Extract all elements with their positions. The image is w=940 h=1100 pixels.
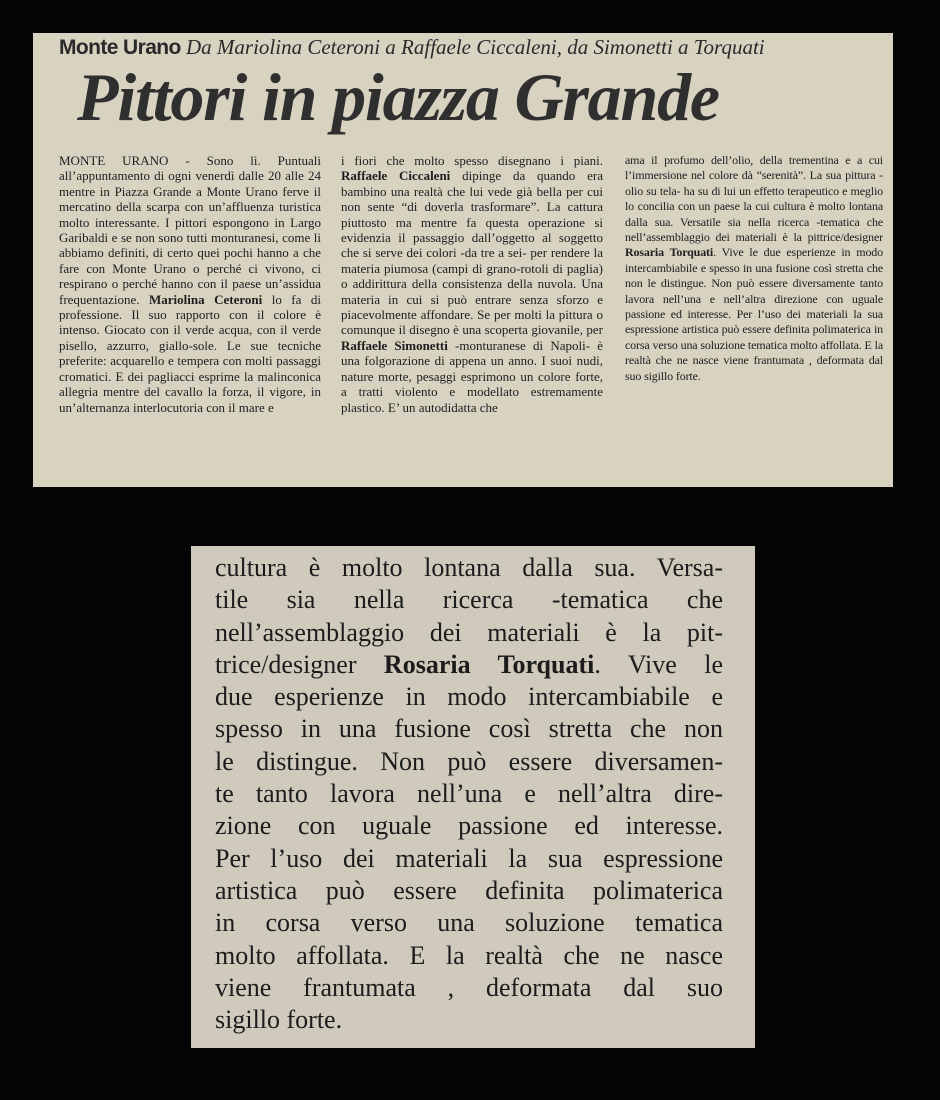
text-run: artistica può essere definita polimaterica xyxy=(215,875,723,905)
excerpt-line xyxy=(215,584,723,616)
text-run: te tanto lavora nell’una e nell’altra dire- xyxy=(215,779,723,809)
text-run: nell’assemblaggio dei materiali è la pit- xyxy=(215,617,723,647)
excerpt-line xyxy=(215,681,723,713)
zoomed-excerpt-text xyxy=(215,552,723,1042)
excerpt-line xyxy=(215,713,723,745)
excerpt-line xyxy=(215,972,723,1004)
text-run: -monturanese di Napoli- è una folgorazione di appena un anno. I suoi nudi, nature morte, pesaggi esprimono un colore forte, a tratti violento e modellato estremamente plastico. E’ un autodidatta che xyxy=(341,337,603,415)
excerpt-line xyxy=(215,649,723,681)
location-label: Monte Urano xyxy=(59,36,181,59)
excerpt-line xyxy=(215,552,723,584)
excerpt-line xyxy=(215,778,723,810)
artist-name: Raffaele Simonetti xyxy=(341,337,448,353)
text-run: viene frantumata , deformata dal suo xyxy=(215,972,723,1002)
artist-name: Mariolina Ceteroni xyxy=(148,291,263,307)
excerpt-line xyxy=(215,843,723,875)
artist-name: Rosaria Torquati xyxy=(383,649,595,679)
kicker-subtitle: Da Mariolina Ceteroni a Raffaele Ciccaleni, da Simonetti a Torquati xyxy=(185,35,765,59)
text-run: . Vive le xyxy=(594,649,723,679)
text-run: sigillo forte. xyxy=(215,1005,343,1035)
excerpt-line xyxy=(215,1004,723,1036)
excerpt-line xyxy=(215,746,723,778)
zoomed-excerpt xyxy=(191,546,755,1048)
excerpt-line xyxy=(215,940,723,972)
text-run: ama il profumo dell’olio, della trementina e a cui l’immersione nel colore dà “serenità”. La sua pittura -olio su tela- ha su di lui un effetto terapeutico e meglio lo concilia con un paese la cui cultura è molto lontana dalla sua. Versatile sia nella ricerca -tematica che nell’assemblaggio dei materiali è la pittrice/designer xyxy=(625,153,883,245)
newspaper-clipping xyxy=(33,33,893,487)
text-run: molto affollata. E la realtà che ne nasce xyxy=(215,940,723,970)
text-column-2 xyxy=(341,153,603,487)
text-run: spesso in una fusione così stretta che non xyxy=(215,714,723,744)
text-run: le distingue. Non può essere diversamen- xyxy=(215,746,723,776)
excerpt-line xyxy=(215,875,723,907)
artist-name: Raffaele Ciccaleni xyxy=(341,168,451,184)
text-run: zione con uguale passione ed interesse. xyxy=(215,811,723,841)
artist-name: Rosaria Torquati xyxy=(625,245,714,260)
text-run: i fiori che molto spesso disegnano i piani. xyxy=(341,153,603,168)
text-run: trice/designer xyxy=(215,649,384,679)
excerpt-line xyxy=(215,810,723,842)
text-column-1 xyxy=(59,153,321,487)
text-run: Per l’uso dei materiali la sua espressione xyxy=(215,843,723,873)
excerpt-line xyxy=(215,617,723,649)
text-run: in corsa verso una soluzione tematica xyxy=(215,908,723,938)
text-run: cultura è molto lontana dalla sua. Versa- xyxy=(215,553,723,582)
text-column-3 xyxy=(625,153,883,487)
article-body xyxy=(59,153,893,487)
text-run: . Vive le due esperienze in modo intercambiabile e spesso in una fusione così stretta che non le distingue. Non può essere diversamente tanto lavora nell’una e nell’altra direzione con uguale passione ed interesse. Per l’uso dei materiali la sua espressione artistica può essere definita polimaterica in corsa verso una soluzione tematica molto affollata. E la realtà che ne nasce viene frantumata , deformata dal suo sigillo forte. xyxy=(625,245,883,383)
article-headline: Pittori in piazza Grande xyxy=(77,59,719,135)
text-run: due esperienze in modo intercambiabile e xyxy=(215,682,723,712)
text-run: lo fa di professione. Il suo rapporto con il colore è intenso. Giocato con il verde acqua, con il verde pisello, azzurro, giallo-sole. Le sue tecniche preferite: acquarello e tempera con molti passaggi cromatici. E dei pagliacci esprime la malinconica allegria mentre del cavallo la forza, il vigore, in un’alternanza interlocutoria con il mare e xyxy=(59,291,321,415)
text-run: MONTE URANO - Sono lì. Puntuali all’appuntamento di ogni venerdì dalle 20 alle 24 mentre in Piazza Grande a Monte Urano ferve il mercatino della scarpa con un’affluenza turistica molto interessante. I pittori espongono in Largo Garibaldi e se non sono tutti monturanesi, come li abbiamo definiti, di certo quei pochi hanno a che fare con Monte Urano o perché ci vivono, ci respirano o perché hanno con il paese un’assidua frequentazione. xyxy=(59,153,321,307)
text-run: tile sia nella ricerca -tematica che xyxy=(215,585,723,615)
text-run: dipinge da quando era bambino una realtà che lui vede già bella per cui non sente “di doverla trasformare”. La cattura piuttosto ma mentre fa questa operazione si evidenzia il passaggio dall’oggetto al soggetto che si serve dei colori -da tre a sei- per rendere la materia piumosa (campi di grano-rotoli di paglia) o addirittura della consistenza della nuvola. Una materia in cui si può entrare senza sforzo e piacevolmente affondare. Se per molti la pittura o comunque il disegno è una scoperta giovanile, per xyxy=(341,168,603,338)
excerpt-line xyxy=(215,907,723,939)
